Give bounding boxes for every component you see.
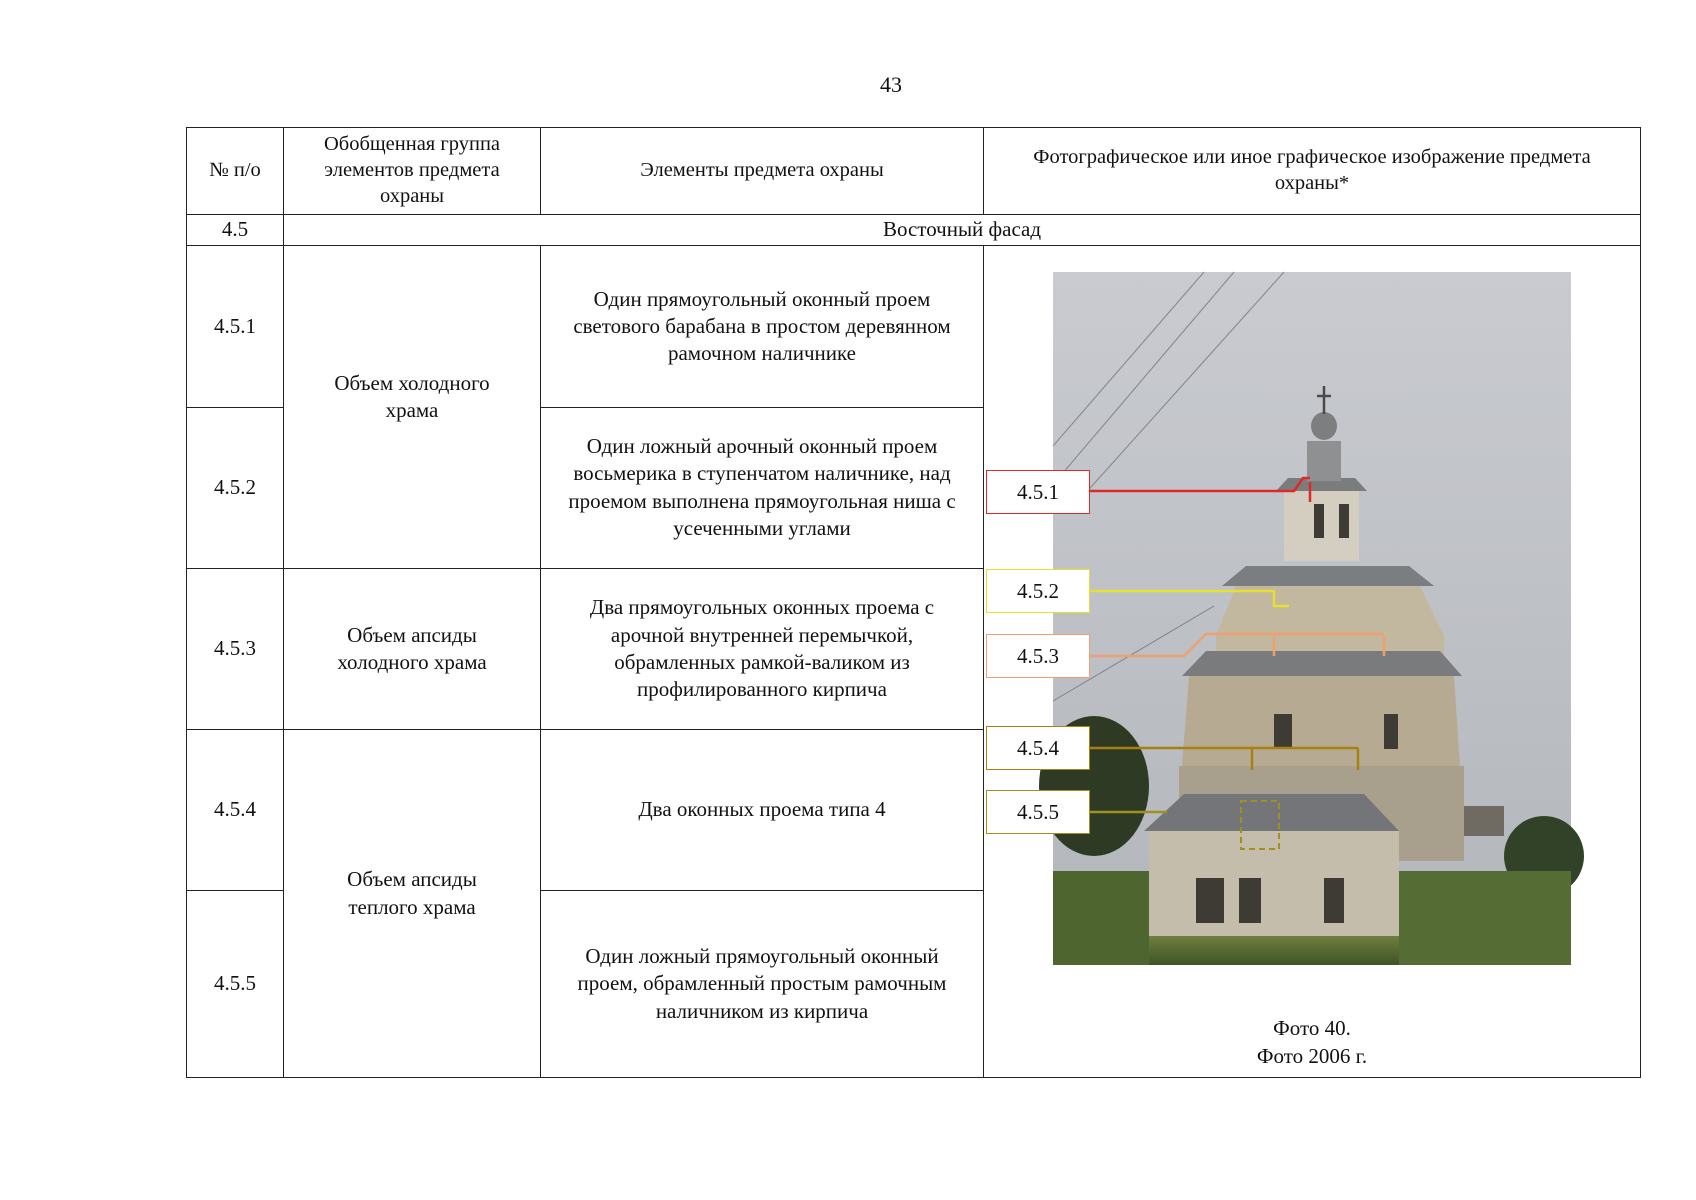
group-label: Объем апсиды теплого храма [347,867,477,919]
section-number: 4.5 [187,214,284,246]
group-cell: Объем апсиды холодного храма [284,568,541,729]
header-group: Обобщенная группа элементов предмета охраны [284,128,541,215]
element-cell: Один прямоугольный оконный проем светового барабана в простом деревянном рамочном наличнике [541,246,984,407]
caption-line-2: Фото 2006 г. [1256,1043,1368,1068]
callout-label-4-5-2: 4.5.2 [986,569,1090,613]
header-elements: Элементы предмета охраны [541,128,984,215]
callout-label-4-5-5: 4.5.5 [986,790,1090,834]
caption-line-1: Фото 40. [1273,1016,1351,1041]
group-cell [284,730,541,1078]
header-image: Фотографическое или иное графическое изображение предмета охраны* [984,128,1641,215]
callout-label-4-5-4: 4.5.4 [986,726,1090,770]
group-cell [284,246,541,568]
row-number: 4.5.4 [187,730,284,891]
row-number: 4.5.1 [187,246,284,407]
row-number: 4.5.3 [187,568,284,729]
group-label: Объем холодного храма [334,370,490,423]
photo-area [984,246,1640,1077]
table-header-row [187,128,1641,215]
element-cell: Один ложный арочный оконный проем восьмерика в ступенчатом наличнике, над проемом выполнена прямоугольная ниша с усеченными углами [541,407,984,568]
header-number: № п/о [187,128,284,215]
element-cell: Два прямоугольных оконных проема с арочной внутренней перемычкой, обрамленных рамкой-валиком из профилированного кирпича [541,568,984,729]
row-number: 4.5.2 [187,407,284,568]
photo-cell [984,246,1641,1078]
photo-caption [984,1015,1640,1070]
callout-label-4-5-3: 4.5.3 [986,634,1090,678]
table-row [187,246,1641,407]
page-number: 43 [880,72,902,97]
callout-label-4-5-1: 4.5.1 [986,470,1090,514]
element-cell: Один ложный прямоугольный оконный проем, обрамленный простым рамочным наличником из кирпича [541,891,984,1078]
protection-elements-table [186,127,1641,1078]
section-title: Восточный фасад [284,214,1641,246]
element-cell: Два оконных проема типа 4 [541,730,984,891]
section-row [187,214,1641,246]
photo-image [1039,272,1584,965]
row-number: 4.5.5 [187,891,284,1078]
